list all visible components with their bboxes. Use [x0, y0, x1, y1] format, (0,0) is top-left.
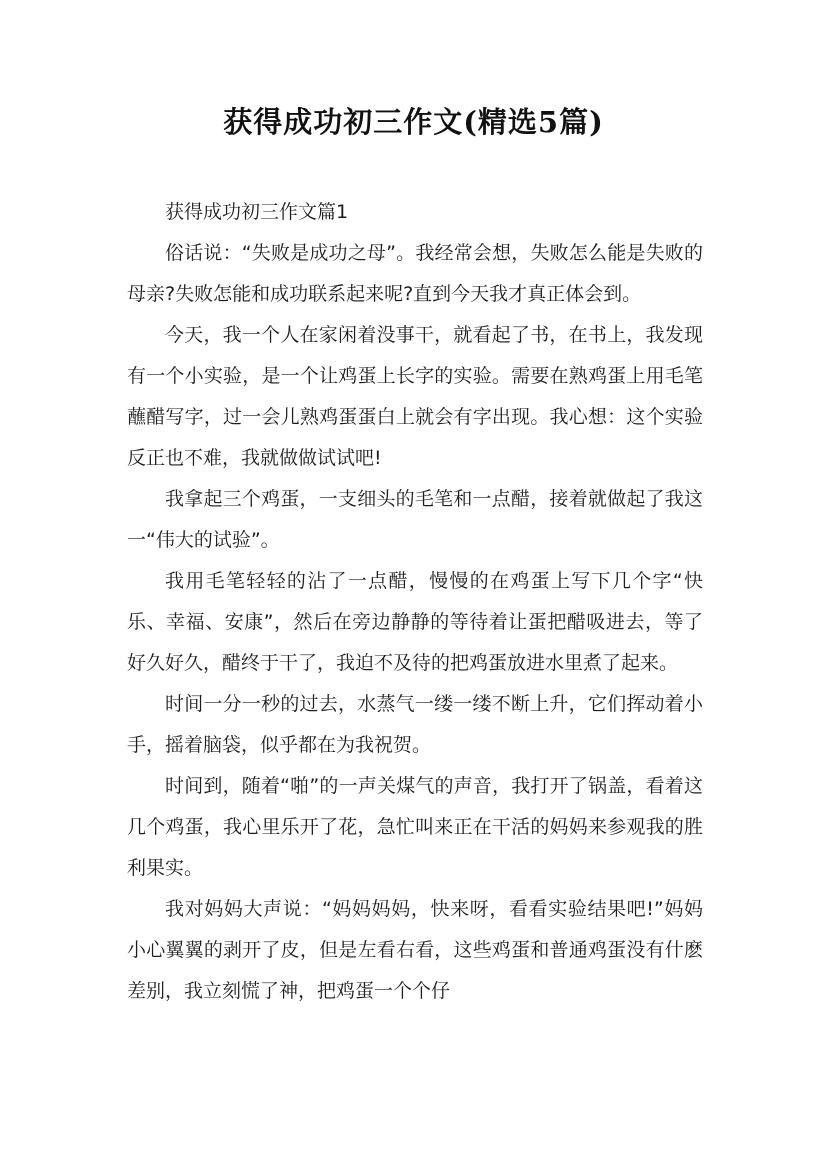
paragraph: 俗话说：“失败是成功之母”。我经常会想，失败怎么能是失败的母亲?失败怎能和成功联系起来呢?直到今天我才真正体会到。 — [127, 242, 703, 305]
document-body — [127, 192, 703, 1012]
paragraph: 我用毛笔轻轻的沾了一点醋，慢慢的在鸡蛋上写下几个字“快乐、幸福、安康”，然后在旁边静静的等待着让蛋把醋吸进去，等了好久好久，醋终于干了，我迫不及待的把鸡蛋放进水里煮了起来。 — [127, 570, 703, 674]
section-heading: 获得成功初三作文篇1 — [165, 201, 349, 223]
document-title: 获得成功初三作文(精选5篇) — [223, 105, 604, 139]
paragraph: 我对妈妈大声说：“妈妈妈妈，快来呀，看看实验结果吧!”妈妈小心翼翼的剥开了皮，但是左看右看，这些鸡蛋和普通鸡蛋没有什麽差别，我立刻慌了神，把鸡蛋一个个仔 — [127, 898, 703, 1002]
paragraph: 今天，我一个人在家闲着没事干，就看起了书，在书上，我发现有一个小实验，是一个让鸡蛋上长字的实验。需要在熟鸡蛋上用毛笔蘸醋写字，过一会儿熟鸡蛋蛋白上就会有字出现。我心想：这个实验反正也不难，我就做做试试吧! — [127, 324, 703, 469]
paragraph: 时间一分一秒的过去，水蒸气一缕一缕不断上升，它们挥动着小手，摇着脑袋，似乎都在为我祝贺。 — [127, 693, 703, 756]
paragraph: 我拿起三个鸡蛋，一支细头的毛笔和一点醋，接着就做起了我这一“伟大的试验”。 — [127, 488, 703, 551]
paragraph: 时间到，随着“啪”的一声关煤气的声音，我打开了锅盖，看着这几个鸡蛋，我心里乐开了花，急忙叫来正在干活的妈妈来参观我的胜利果实。 — [127, 775, 703, 879]
